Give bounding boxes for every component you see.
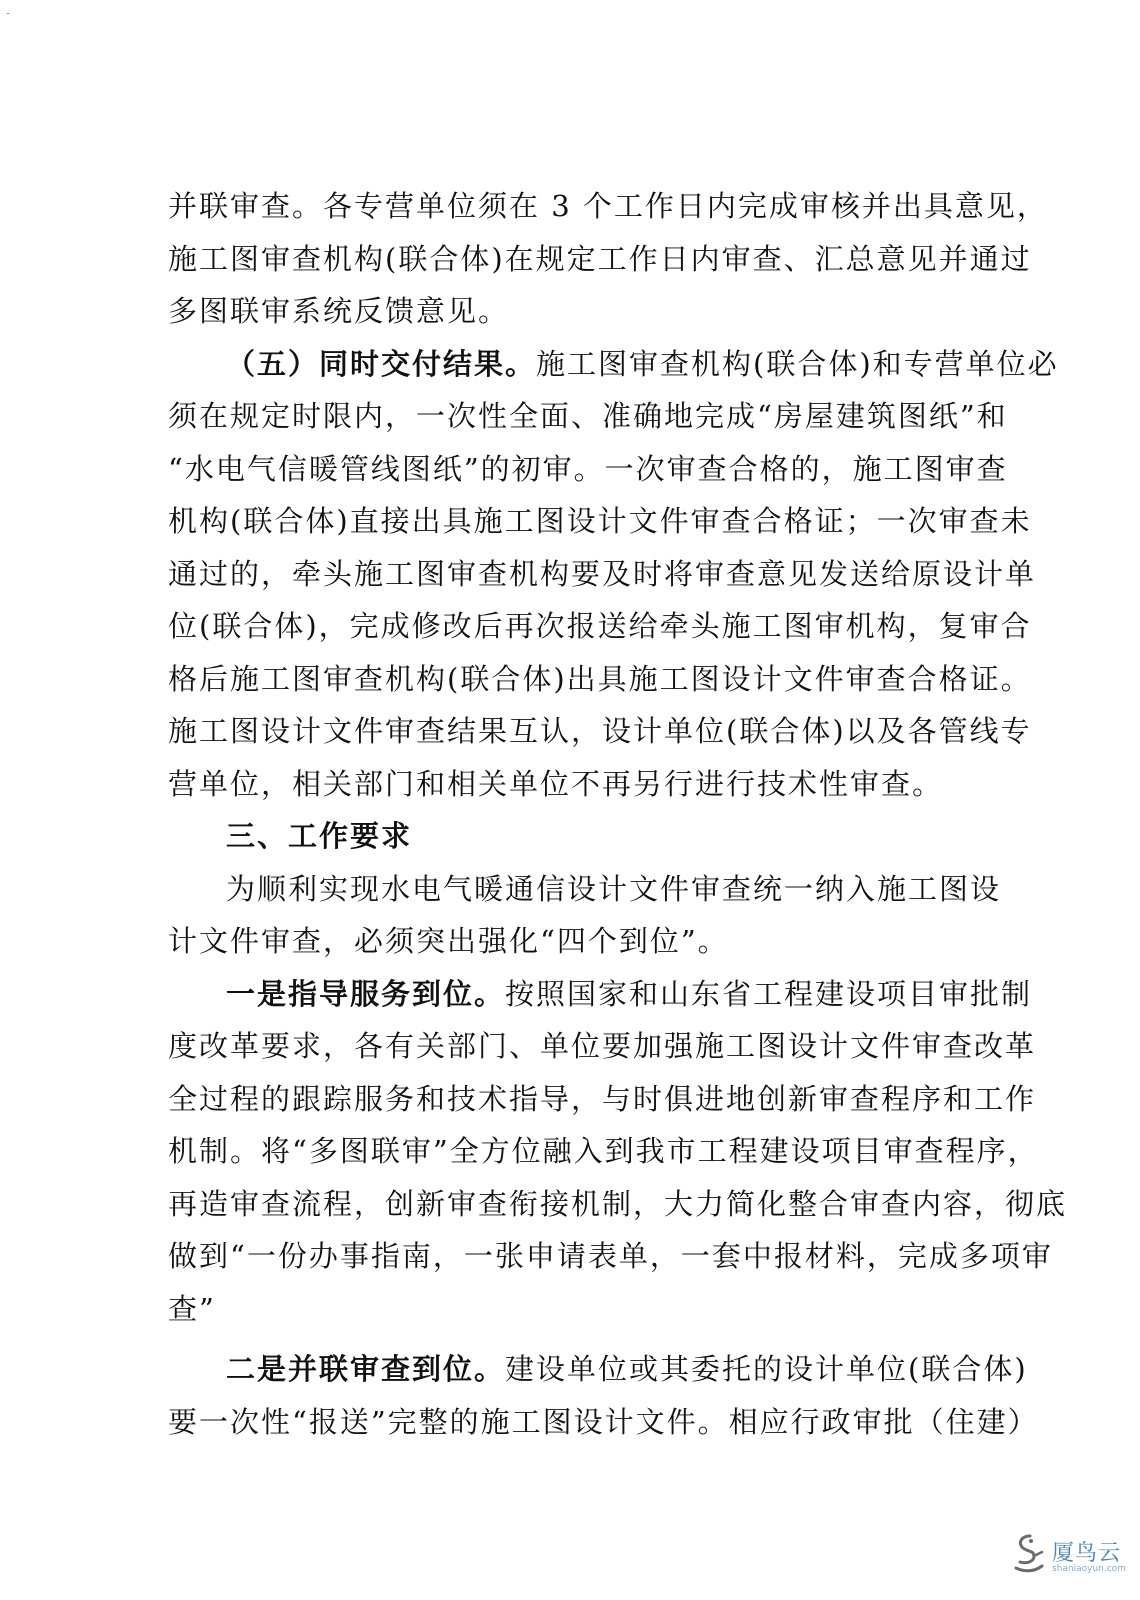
text-line: “水电气信暖管线图纸”的初审。一次审查合格的，施工图审查 [168,451,1008,486]
text-line: 施工图设计文件审查结果互认，设计单位(联合体)以及各管线专 [168,714,1032,748]
text-line: 格后施工图审查机构(联合体)出具施工图设计文件审查合格证。 [168,661,1032,696]
text-line: 计文件审查，必须突出强化“四个到位”。 [168,924,729,958]
text-line: 度改革要求，各有关部门、单位要加强施工图设计文件审查改革 [168,1029,1037,1063]
heading-text: 三、工作要求 [226,819,413,853]
watermark-name: 厦鸟云 [1052,1541,1122,1566]
text-line: 施工图审查机构(联合体)在规定工作日内审查、汇总意见并通过 [168,241,1032,276]
text-line: 位(联合体)，完成修改后再次报送给牵头施工图审机构，复审合 [168,609,1032,643]
text-fragment: 建设单位或其委托的设计单位(联合体) [505,1352,1028,1386]
bird-logo-icon [1008,1532,1048,1576]
text-line [168,338,1059,391]
text-line: 营单位，相关部门和相关单位不再另行进行技术性审查。 [168,766,944,801]
text-fragment: 施工图审查机构(联合体)和专营单位必 [536,346,1059,381]
text-line: 机构(联合体)直接出具施工图设计文件审查合格证；一次审查未 [168,504,1032,538]
text-line: 机制。将“多图联审”全方位融入到我市工程建设项目审查程序， [168,1134,1039,1168]
paragraph-2 [168,338,1059,811]
text-line: 查” [168,1291,216,1326]
text-line [168,1343,1028,1396]
paragraph-lead: 二是并联审查到位。 [226,1352,506,1386]
watermark [1008,1528,1132,1588]
paragraph-4 [168,968,1068,1336]
paragraph-lead: （五）同时交付结果。 [226,346,537,381]
watermark-url: shaniaoyun.com [1052,1564,1126,1574]
paragraph-5 [168,1343,1039,1448]
text-line: 要一次性“报送”完整的施工图设计文件。相应行政审批（住建） [168,1404,1039,1439]
paragraph-3 [168,863,1002,968]
page-corner-mark: - [6,6,11,20]
text-line: 做到“一份办事指南，一张申请表单，一套中报材料，完成多项审 [168,1239,1053,1273]
paragraph-1 [168,180,1048,338]
text-line: 全过程的跟踪服务和技术指导，与时俱进地创新审查程序和工作 [168,1081,1037,1116]
text-line [168,968,1033,1021]
text-line: 须在规定时限内，一次性全面、准确地完成“房屋建筑图纸”和 [168,399,1008,433]
document-body [168,180,1068,1448]
section-heading [168,810,980,863]
text-line: 多图联审系统反馈意见。 [168,294,510,328]
paragraph-lead: 一是指导服务到位。 [226,976,506,1011]
text-line: 通过的，牵头施工图审查机构要及时将审查意见发送给原设计单 [168,556,1037,591]
text-line: 为顺利实现水电气暖通信设计文件审查统一纳入施工图设 [226,871,1002,906]
text-fragment: 按照国家和山东省工程建设项目审批制 [505,976,1033,1011]
text-line: 并联审查。各专营单位须在 3 个工作日内完成审核并出具意见， [168,189,1048,223]
text-line: 再造审查流程，创新审查衔接机制，大力简化整合审查内容，彻底 [168,1186,1068,1221]
